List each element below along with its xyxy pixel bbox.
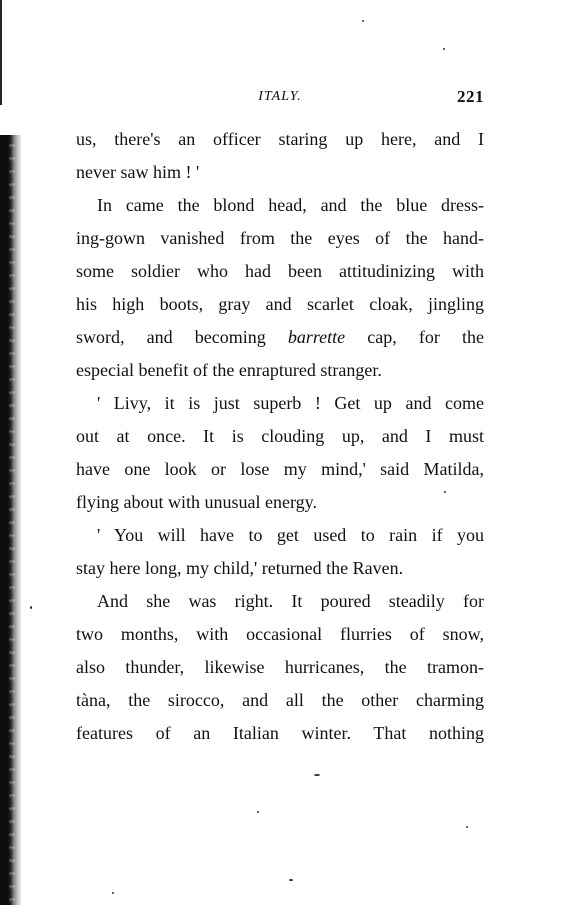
text-fragment: sword, and becoming <box>76 327 266 347</box>
text-line: never saw him ! ' <box>76 162 200 182</box>
paper-speck <box>112 892 114 894</box>
text-line-with-italic <box>76 321 484 354</box>
text-line: ing-gown vanished from the eyes of the hand- <box>76 228 484 248</box>
paper-speck <box>466 826 468 828</box>
text-line: especial benefit of the enraptured stranger. <box>76 360 382 380</box>
paper-speck <box>257 811 259 813</box>
text-line: his high boots, gray and scarlet cloak, jingling <box>76 294 484 314</box>
text-line: ' Livy, it is just superb ! Get up and come <box>97 393 484 413</box>
text-line: some soldier who had been attitudinizing with <box>76 261 484 281</box>
text-line: tàna, the sirocco, and all the other charming <box>76 690 484 710</box>
text-line: flying about with unusual energy. <box>76 492 317 512</box>
text-line: In came the blond head, and the blue dress- <box>97 195 484 215</box>
italic-word: barrette <box>287 327 346 347</box>
paper-speck <box>289 879 293 881</box>
text-line: features of an Italian winter. That nothing <box>76 723 484 743</box>
text-line: have one look or lose my mind,' said Matilda, <box>76 459 484 479</box>
paper-speck <box>362 20 364 22</box>
text-line: stay here long, my child,' returned the Raven. <box>76 558 404 578</box>
text-line: ' You will have to get used to rain if you <box>97 525 484 545</box>
text-line: And she was right. It poured steadily for <box>97 591 484 611</box>
paper-speck <box>314 774 320 776</box>
binding-shadow <box>0 135 22 905</box>
body-text <box>76 123 484 750</box>
running-head-title: ITALY. <box>258 89 302 104</box>
page-number: 221 <box>457 87 484 106</box>
paper-speck <box>443 48 445 50</box>
text-line: out at once. It is clouding up, and I must <box>76 426 484 446</box>
running-head <box>76 87 484 109</box>
text-line: us, there's an officer staring up here, and I <box>76 129 484 149</box>
paper-speck <box>30 606 32 609</box>
binding-edge-line <box>0 0 2 105</box>
text-fragment: cap, for the <box>367 327 484 347</box>
text-line: two months, with occasional flurries of snow, <box>76 624 484 644</box>
text-line: also thunder, likewise hurricanes, the tramon- <box>76 657 484 677</box>
